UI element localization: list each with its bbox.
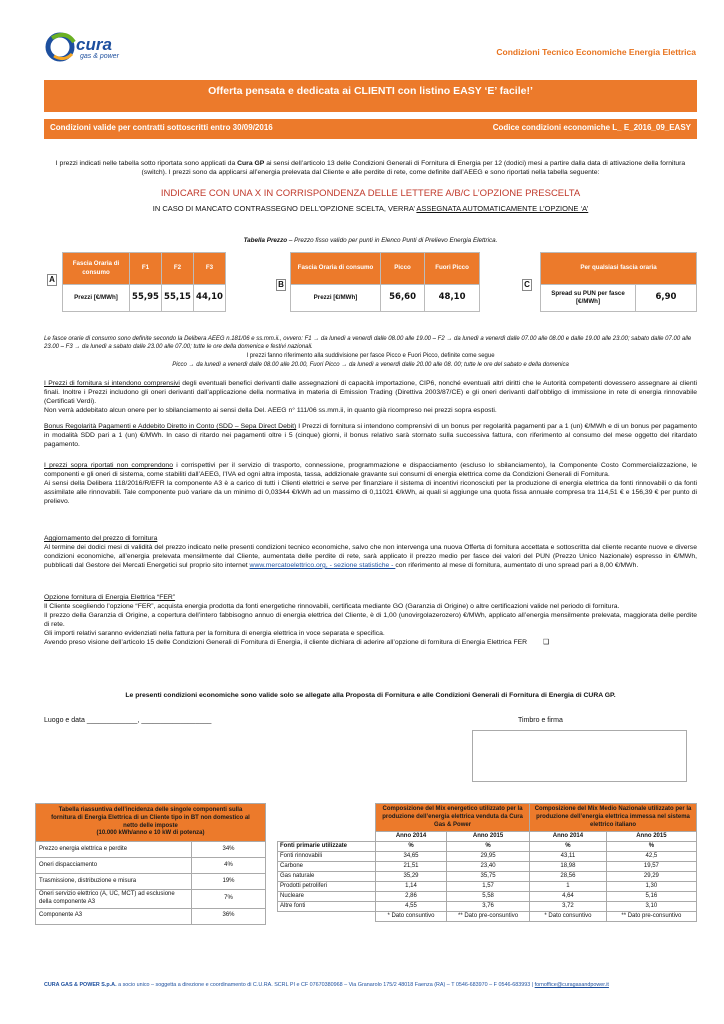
- footer-email-link[interactable]: fornoffice@curagasandpower.it: [534, 982, 609, 988]
- mix-source: Fonti rinnovabili: [278, 852, 376, 862]
- time-bands-note: Le fasce orarie di consumo sono definite secondo la Delibera AEEG n.181/06 e ss.mm.ii., ovvero: F1 → da lunedì a venerdì dalle 08.00 alle 19.00 – F2 → da lunedì a venerdì dalle 07.00 alle 08.00 e dalle 19.00 alle 23.00; sabato dalle 07.00 alle 23.00 – F3 → da lunedì a sabato dalle 23.00 alle 07.00; tutte le ore della domenica e festivi nazionali.: [44, 336, 692, 350]
- bonus-paragraph: [44, 423, 697, 450]
- prices-included-paragraph: [44, 380, 697, 416]
- default-option-text: IN CASO DI MANCATO CONTRASSEGNO DELL’OPZIONE SCELTA, VERRA’: [152, 204, 417, 213]
- intro-company: Cura GP: [237, 160, 265, 167]
- offer-title: Offerta pensata e dedicata ai CLIENTI con listino EASY ‘E’ facile!’: [208, 85, 533, 97]
- mix-value: 1,57: [446, 882, 529, 892]
- cost-breakdown-table: [35, 803, 266, 925]
- mix-source: Nucleare: [278, 892, 376, 902]
- signature-box[interactable]: [472, 730, 687, 782]
- price-update-text-end: con riferimento al mese di fornitura, aumentato di uno spread pari a 8,00 €/MWh.: [395, 561, 639, 569]
- mix-sources-label: Fonti primarie utilizzate: [278, 842, 376, 852]
- option-a-price: 55,15: [162, 285, 194, 312]
- breakdown-header: [36, 804, 266, 842]
- breakdown-label: Trasmissione, distribuzione e misura: [36, 874, 192, 890]
- imbalance-note: Non verrà addebitato alcun onere per lo sbilanciamento ai sensi della Del. AEEG n° 111/06 ss.mm.ii, in quanto già ricompreso nei prezzi sopra esposti.: [44, 406, 497, 414]
- breakdown-label: Prezzo energia elettrica e perdite: [36, 842, 192, 858]
- energy-mix-table: [277, 803, 697, 922]
- peak-bands-definition: Picco → da lunedì a venerdì dalle 08.00 alle 20.00, Fuori Picco → da lunedì a venerdì dalle 20.00 alle 08. 00; tutte le ore del sabato e della domenica: [172, 362, 569, 368]
- intro-text: I prezzi indicati nelle tabella sotto riportata sono applicati da: [55, 160, 238, 167]
- validity-date: Condizioni valide per contratti sottoscritti entro 30/09/2016: [50, 123, 273, 132]
- validity-bar: [44, 119, 697, 139]
- mix-value: 35,75: [446, 872, 529, 882]
- exclusions-paragraph: [44, 462, 697, 507]
- option-a-header: F2: [162, 253, 194, 285]
- option-b-header: Fascia Oraria di consumo: [291, 253, 381, 285]
- mix-national-header: Composizione del Mix Medio Nazionale utilizzato per la produzione dell’energia elettrica immessa nel sistema elettrico italiano: [530, 804, 697, 832]
- option-b-header: Fuori Picco: [425, 253, 480, 285]
- logo-subtitle: gas & power: [80, 53, 119, 60]
- mix-value: 35,29: [376, 872, 447, 882]
- mix-footnote: ** Dato pre-consuntivo: [446, 912, 529, 922]
- mix-year: Anno 2015: [606, 832, 696, 842]
- breakdown-label: Componente A3: [36, 908, 192, 924]
- option-a-letter: A: [49, 275, 55, 284]
- mix-source: Altre fonti: [278, 902, 376, 912]
- option-a-price: 44,10: [194, 285, 226, 312]
- document-title: Condizioni Tecnico Economiche Energia Elettrica: [496, 47, 696, 57]
- a3-component-text: Ai sensi della Delibera 118/2016/R/EFR la componente A3 è a carico di tutti i Clienti elettrici e serve per finanziare il sistema di incentivi riconosciuti per la produzione di energia elettrica da fonti rinnovabili o da fonti assimilate alle rinnovabili. Tale componente può variare da un minimo di 0,03344 €/kWh ad un massimo di 0,11021 €/kWh, ai quali si aggiunge una quota fissa annuale compresa tra 114,51 € e 156,39 € per punto di prelievo.: [44, 479, 697, 505]
- mix-year: Anno 2015: [446, 832, 529, 842]
- mix-unit: %: [376, 842, 447, 852]
- fer-heading: Opzione fornitura di Energia Elettrica “FER”: [44, 594, 176, 601]
- fer-text-2: Il prezzo della Garanzia di Origine, a copertura dell’intero fabbisogno annuo di energia elettrica del Cliente, è di 1,00 (unovirgolazerozero) €/MWh, applicato all’energia mensilmente prelevata, maggiorata delle perdite di rete.: [44, 611, 697, 628]
- mix-value: 23,40: [446, 862, 529, 872]
- breakdown-label: Oneri dispacciamento: [36, 858, 192, 874]
- place-date-field[interactable]: Luogo e data _____________, __________________: [44, 717, 212, 724]
- mix-value: 5,58: [446, 892, 529, 902]
- price-update-heading: Aggiornamento del prezzo di fornitura: [44, 535, 158, 542]
- mix-footnote: * Dato consuntivo: [530, 912, 607, 922]
- breakdown-value: 34%: [192, 842, 266, 858]
- fer-text-3: Gli importi relativi saranno evidenziati nella fattura per la fornitura di energia elettrica in voce separata e specifica.: [44, 629, 385, 637]
- prices-included-heading: I Prezzi di fornitura si intendono comprensivi: [44, 380, 180, 387]
- mix-unit: %: [446, 842, 529, 852]
- bonus-text: I Prezzi di fornitura si intendono comprensivi di un bonus per regolarità pagamenti par a 1 (un) €/MWh e di un bonus per pagamento in modalità SDD pari a 1 (un) €/MWh. In caso di ritardo nei pagamenti oltre i 5 (cinque) giorni, il bonus relativo sarà stornato sulla successiva fattura, con riferimento al consumo del mese oggetto del ritardato pagamento.: [44, 423, 697, 448]
- mix-value: 43,11: [530, 852, 607, 862]
- footer-company: CURA GAS & POWER S.p.A.: [44, 982, 117, 988]
- option-a-price: 55,95: [130, 285, 162, 312]
- mix-value: 2,86: [376, 892, 447, 902]
- bonus-heading: Bonus Regolarità Pagamenti e Addebito Diretto in Conto (SDD – Sepa Direct Debit): [44, 423, 297, 430]
- mix-unit: %: [530, 842, 607, 852]
- option-b-checkbox[interactable]: [276, 279, 286, 291]
- mix-year: Anno 2014: [376, 832, 447, 842]
- option-b-table: [290, 252, 480, 312]
- option-a-header: F1: [130, 253, 162, 285]
- price-table-caption: [44, 237, 697, 245]
- peak-bands-note: I prezzi fanno riferimento alla suddivisione per fasce Picco e Fuori Picco, definite come segue: [246, 353, 495, 359]
- mix-value: 3,10: [606, 902, 696, 912]
- fer-checkbox[interactable]: ❑: [542, 638, 550, 646]
- validity-statement: Le presenti condizioni economiche sono valide solo se allegate alla Proposta di Fornitura e alle Condizioni Generali di Fornitura di Energia di CURA GP.: [125, 692, 616, 699]
- mix-source: Prodotti petroliferi: [278, 882, 376, 892]
- footer-details: a socio unico – soggetta a direzione e coordinamento di C.U.RA. SCRL PI e CF 07670380968 – Via Granarolo 175/2 48018 Faenza (RA) – T 0546-683970 – F 0546-683993 |: [116, 982, 535, 988]
- mix-unit: %: [606, 842, 696, 852]
- company-logo: [44, 28, 144, 68]
- mix-value: 18,98: [530, 862, 607, 872]
- mix-value: 1: [530, 882, 607, 892]
- breakdown-value: 19%: [192, 874, 266, 890]
- mix-source: Carbone: [278, 862, 376, 872]
- prices-included-text: degli eventuali benefici derivanti dalle assegnazioni di capacità importazione, CIP6, nonché eventuali altri diritti che le Autorità competenti dovessero assegnare ai clienti finali. Inoltre i Prezzi includono gli oneri derivanti dall’applicazione della normativa in materia di Emission Trading (Direttiva 2003/87/CE) e gli oneri derivanti dall’obbligo di immissione in rete di energia rinnovabile (Certificati Verdi).: [44, 380, 698, 405]
- mix-value: 34,65: [376, 852, 447, 862]
- mix-value: 1,14: [376, 882, 447, 892]
- caption-bold: Tabella Prezzo: [243, 237, 288, 244]
- mix-value: 29,95: [446, 852, 529, 862]
- breakdown-value: 7%: [192, 890, 266, 909]
- stamp-label: Timbro e firma: [518, 717, 563, 724]
- option-a-row-label: Prezzi [€/MWh]: [63, 285, 130, 312]
- option-b-header: Picco: [381, 253, 425, 285]
- option-c-checkbox[interactable]: [522, 279, 532, 291]
- option-c-header: Per qualsiasi fascia oraria: [541, 253, 697, 285]
- mix-value: 19,57: [606, 862, 696, 872]
- fer-text-1: Il Cliente scegliendo l’opzione “FER”, acquista energia prodotta da fonti energetiche rinnovabili, certificata mediante GO (Garanzia di Origine) o altre certificazioni valide nel periodo di fornitura.: [44, 602, 620, 610]
- offer-title-bar: [44, 80, 697, 112]
- option-b-price: 56,60: [381, 285, 425, 312]
- breakdown-value: 4%: [192, 858, 266, 874]
- option-b-price: 48,10: [425, 285, 480, 312]
- option-b-row-label: Prezzi [€/MWh]: [291, 285, 381, 312]
- mix-cura-header: Composizione del Mix energetico utilizzato per la produzione dell’energia elettrica venduta da Cura Gas & Power: [376, 804, 530, 832]
- fer-text-4: Avendo preso visione dell’articolo 15 delle Condizioni Generali di Fornitura di Energia, il cliente dichiara di aderire all’opzione di fornitura di Energia Elettrica FER: [44, 638, 528, 646]
- option-a-checkbox[interactable]: [47, 274, 57, 286]
- price-update-text: Al termine dei dodici mesi di validità del prezzo indicato nelle presenti condizioni tecnico economiche, salvo che non intervenga una nuova Offerta di fornitura accettata e sottoscritta dal cliente recante nuove e diverse condizioni economiche, all’energia prelevata mensilmente dal Cliente, aumentata delle perdite di rete, sarà applicato il prezzo medio per fasce dei valori del PUN (Prezzo Unico Nazionale) espresso in €/MWh, pubblicati dal Gestore dei Mercati Energetici sul proprio sito internet: [44, 543, 697, 569]
- instruction-line: INDICARE CON UNA X IN CORRISPONDENZA DELLE LETTERE A/B/C L’OPZIONE PRESCELTA: [160, 188, 581, 199]
- conditions-code: Codice condizioni economiche L_ E_2016_09_EASY: [492, 123, 691, 132]
- mix-footnote: * Dato consuntivo: [376, 912, 447, 922]
- option-b-letter: B: [278, 280, 284, 289]
- option-a-table: [62, 252, 226, 312]
- mix-value: 29,29: [606, 872, 696, 882]
- mix-corner: [278, 804, 376, 832]
- option-c-letter: C: [524, 280, 530, 289]
- default-option-underlined: ASSEGNATA AUTOMATICAMENTE L’OPZIONE ‘A’: [416, 204, 589, 213]
- mix-value: 28,56: [530, 872, 607, 882]
- option-c-row-label: Spread su PUN per fasce [€/MWh]: [541, 285, 636, 312]
- page-footer: [44, 982, 609, 989]
- breakdown-subtitle: (10.000 kWh/anno e 10 kW di potenza): [96, 830, 205, 837]
- intro-paragraph: [44, 160, 697, 178]
- mix-source: Gas naturale: [278, 872, 376, 882]
- breakdown-title: Tabella riassuntiva dell’incidenza delle singole componenti sulla fornitura di Energia Elettrica di un Cliente tipo in BT non domestico al netto delle imposte: [51, 807, 250, 829]
- mix-value: 3,72: [530, 902, 607, 912]
- mix-value: 4,55: [376, 902, 447, 912]
- logo-wordmark: cura: [76, 35, 112, 54]
- option-c-table: [540, 252, 697, 312]
- mix-year: Anno 2014: [530, 832, 607, 842]
- mix-year-spacer: [278, 832, 376, 842]
- option-a-header: Fascia Oraria di consumo: [63, 253, 130, 285]
- exclusions-text: i corrispettivi per il servizio di trasporto, connessione, programmazione e dispacciamento (escluso lo sbilanciamento), la Componente Costo Commercializzazione, le componenti e gli oneri di sistema, come stabiliti dall’AEEG, l’IVA ed ogni altra imposta, tassa, addizionale gravante sui consumi di energia elettrica come da Condizioni Generali di Fornitura.: [44, 462, 697, 478]
- breakdown-value: 36%: [192, 908, 266, 924]
- fer-option-paragraph: [44, 594, 697, 648]
- breakdown-label: Oneri servizio elettrico (A, UC, MCT) ad esclusione della componente A3: [36, 890, 192, 909]
- mix-value: 42,5: [606, 852, 696, 862]
- mix-value: 5,16: [606, 892, 696, 902]
- mix-value: 1,30: [606, 882, 696, 892]
- exclusions-heading: I prezzi sopra riportati non comprendono: [44, 462, 173, 469]
- price-update-paragraph: [44, 535, 697, 571]
- intro-text-end: ai sensi dell’articolo 13 delle Condizioni Generali di Fornitura di Energia per 12 (dodici) mesi a partire dalla data di attivazione della fornitura (switch). I prezzi sono da applicarsi all’energia prelevata dal Cliente e alle perdite di rete, come definite dall’AEEG e sono riportati nella tabella seguente:: [141, 160, 686, 176]
- mix-footnote: ** Dato pre-consuntivo: [606, 912, 696, 922]
- mercato-elettrico-link[interactable]: www.mercatoelettrico.org, - sezione statistiche -: [249, 561, 396, 569]
- caption-rest: – Prezzo fisso valido per punti in Elenco Punti di Prelievo Energia Elettrica.: [287, 237, 498, 244]
- mix-value: 21,51: [376, 862, 447, 872]
- mix-value: 3,76: [446, 902, 529, 912]
- option-a-header: F3: [194, 253, 226, 285]
- mix-value: 4,64: [530, 892, 607, 902]
- option-c-spread: 6,90: [636, 285, 697, 312]
- mix-footnote-spacer: [278, 912, 376, 922]
- default-option-note: [44, 204, 697, 214]
